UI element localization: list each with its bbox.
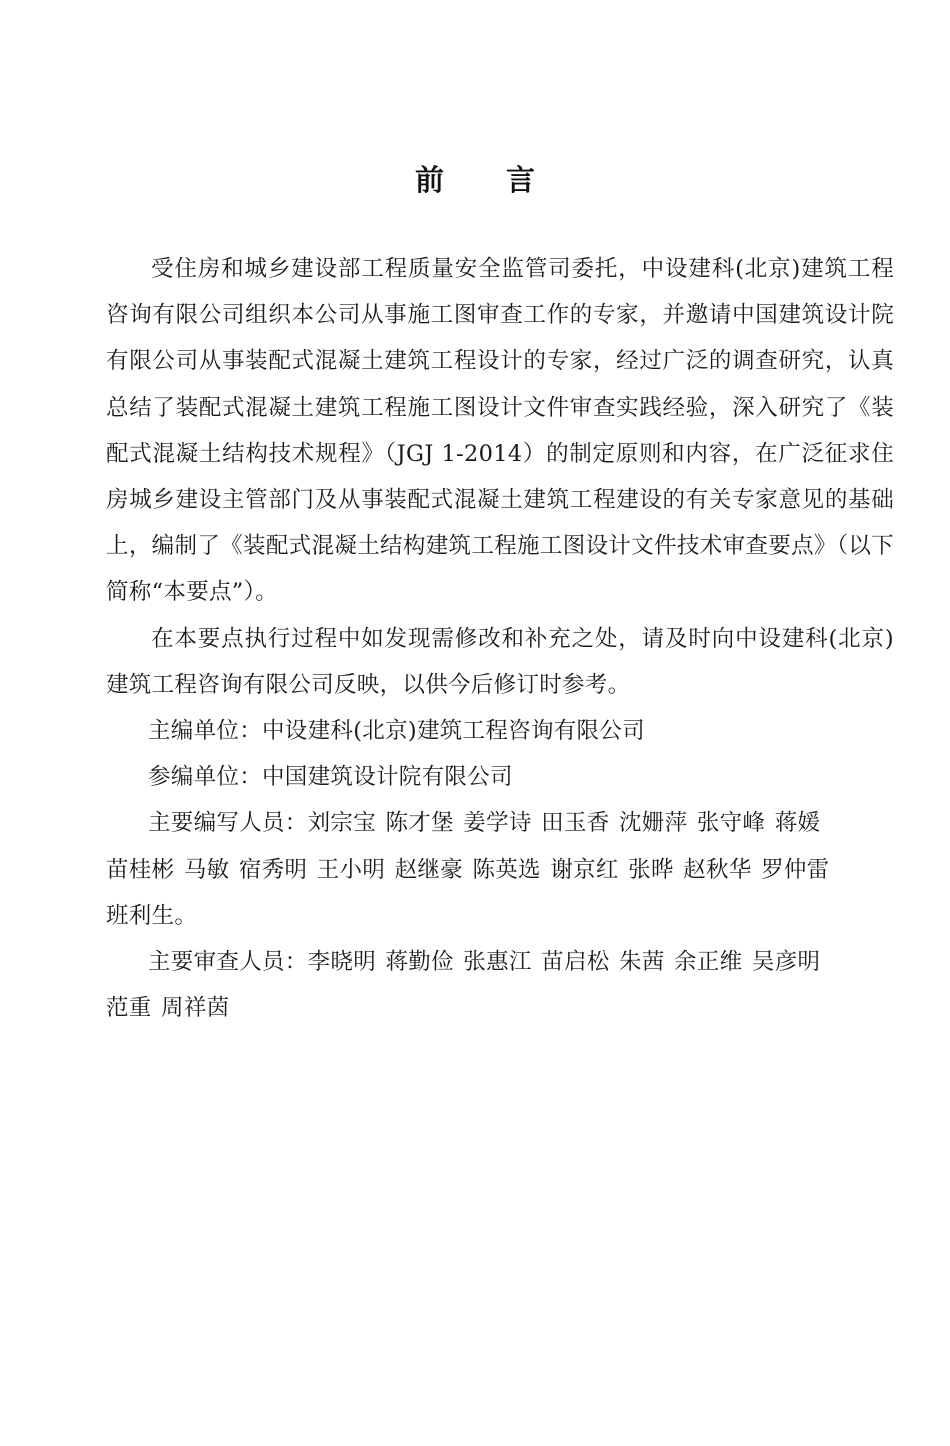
reviewers-list-line-1: 主要审查人员：李晓明 蒋勤俭 张惠江 苗启松 朱茜 余正维 吴彦明 <box>148 949 821 976</box>
writers-list-line-3: 班利生。 <box>106 902 198 929</box>
document-body <box>106 246 894 1031</box>
writers-list-line-1: 主要编写人员：刘宗宝 陈才堡 姜学诗 田玉香 沈姗萍 张守峰 蒋媛 <box>148 810 821 837</box>
reviewers-list-line-2: 范重 周祥茵 <box>106 995 230 1022</box>
participating-unit: 参编单位：中国建筑设计院有限公司 <box>148 764 513 791</box>
page-title: 前 言 <box>414 163 562 197</box>
paragraph-commission: 受住房和城乡建设部工程质量安全监管司委托，中设建科(北京)建筑工程咨询有限公司组织本公司从事施工图审查工作的专家，并邀请中国建筑设计院有限公司从事装配式混凝土建筑工程设计的专家，经过广泛的调查研究，认真总结了装配式混凝土建筑工程施工图设计文件审查实践经验，深入研究了《装配式混凝土结构技术规程》（JGJ 1-2014）的制定原则和内容，在广泛征求住房城乡建设主管部门及从事装配式混凝土建筑工程建设的有关专家意见的基础上，编制了《装配式混凝土结构建筑工程施工图设计文件技术审查要点》（以下简称“本要点”）。 <box>106 256 894 606</box>
paragraph-feedback: 在本要点执行过程中如发现需修改和补充之处，请及时向中设建科(北京)建筑工程咨询有限公司反映，以供今后修订时参考。 <box>106 625 894 698</box>
chief-editor-unit: 主编单位：中设建科(北京)建筑工程咨询有限公司 <box>148 718 645 745</box>
writers-list-line-2: 苗桂彬 马敏 宿秀明 王小明 赵继豪 陈英选 谢京红 张晔 赵秋华 罗仲雷 <box>106 856 830 883</box>
